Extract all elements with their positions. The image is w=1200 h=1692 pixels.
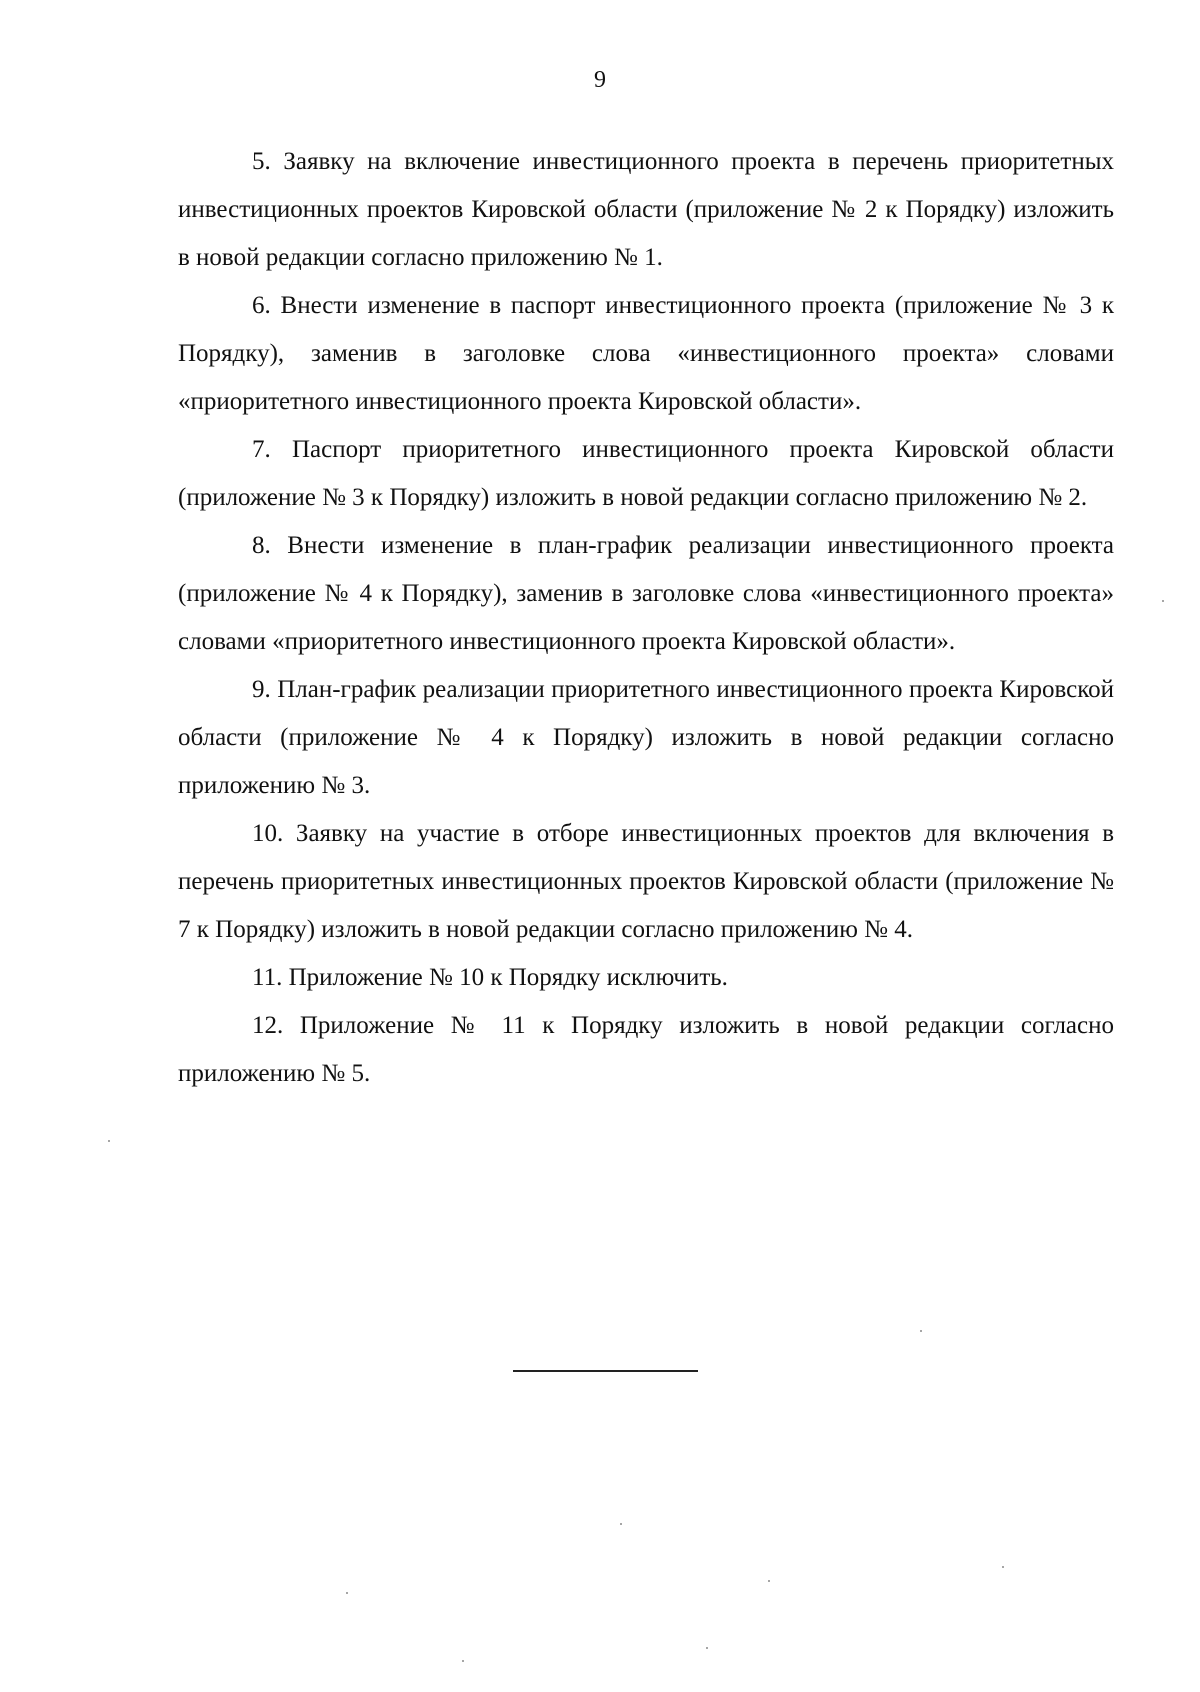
scan-speck: [108, 1140, 110, 1142]
scan-speck: [462, 1660, 464, 1662]
paragraph-7: 7. Паспорт приоритетного инвестиционного проекта Кировской области (приложение № 3 к Порядку) изложить в новой редакции согласно приложению № 2.: [178, 436, 1114, 511]
paragraph-9: 9. План-график реализации приоритетного инвестиционного проекта Кировской области (приложение № 4 к Порядку) изложить в новой редакции согласно приложению № 3.: [178, 676, 1114, 799]
scan-speck: [1162, 600, 1164, 602]
closing-rule-divider: [513, 1370, 698, 1372]
scan-speck: [620, 1523, 622, 1525]
document-body: [178, 138, 1114, 1098]
paragraph-6: 6. Внести изменение в паспорт инвестиционного проекта (приложение № 3 к Порядку), заменив в заголовке слова «инвестиционного проекта» словами «приоритетного инвестиционного проекта Кировской области».: [178, 292, 1114, 415]
page-number: 9: [594, 67, 606, 93]
paragraph-5: 5. Заявку на включение инвестиционного проекта в перечень приоритетных инвестиционных проектов Кировской области (приложение № 2 к Порядку) изложить в новой редакции согласно приложению № 1.: [178, 148, 1114, 271]
scan-speck: [920, 1330, 922, 1332]
paragraph-12: 12. Приложение № 11 к Порядку изложить в новой редакции согласно приложению № 5.: [178, 1012, 1114, 1087]
paragraph-11: 11. Приложение № 10 к Порядку исключить.: [252, 964, 728, 991]
scan-speck: [1002, 1566, 1004, 1568]
paragraph-10: 10. Заявку на участие в отборе инвестиционных проектов для включения в перечень приоритетных инвестиционных проектов Кировской области (приложение № 7 к Порядку) изложить в новой редакции согласно приложению № 4.: [178, 820, 1114, 943]
scan-speck: [346, 1592, 348, 1594]
paragraph-8: 8. Внести изменение в план-график реализации инвестиционного проекта (приложение № 4 к Порядку), заменив в заголовке слова «инвестиционного проекта» словами «приоритетного инвестиционного проекта Кировской области».: [178, 532, 1114, 655]
scan-speck: [768, 1580, 770, 1582]
scan-speck: [706, 1647, 708, 1649]
